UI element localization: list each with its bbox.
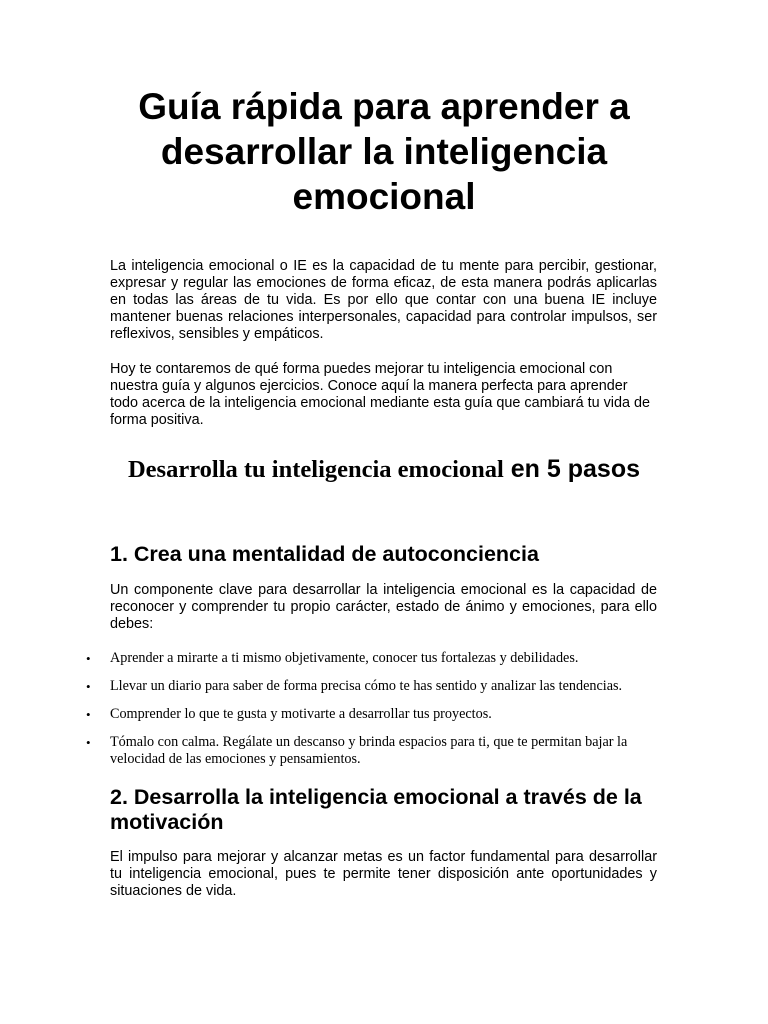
step-1-bullet-list: [0, 650, 768, 779]
list-item: [0, 650, 658, 667]
list-item-text: Llevar un diario para saber de forma precisa cómo te has sentido y analizar las tendencias.: [110, 678, 623, 694]
bullet-icon: •: [86, 651, 91, 666]
step-1-paragraph: Un componente clave para desarrollar la inteligencia emocional es la capacidad de reconocer y comprender tu propio carácter, estado de ánimo y emociones, para ello debes:: [110, 582, 657, 632]
section-title-part-1: Desarrolla tu inteligencia emocional: [127, 456, 504, 483]
document-title: Guía rápida para aprender a desarrollar la inteligencia emocional: [138, 86, 630, 217]
section-title-part-2: en 5 pasos: [510, 455, 641, 483]
list-item: [0, 706, 658, 723]
step-2-paragraph: El impulso para mejorar y alcanzar metas es un factor fundamental para desarrollar tu inteligencia emocional, pues te permite tener disposición ante oportunidades y situaciones de vida.: [110, 849, 657, 899]
list-item-text: Comprender lo que te gusta y motivarte a desarrollar tus proyectos.: [110, 706, 492, 722]
list-item: [0, 734, 658, 768]
section-title: [100, 454, 668, 485]
list-item-text: Aprender a mirarte a ti mismo objetivamente, conocer tus fortalezas y debilidades.: [110, 650, 579, 666]
list-item: [0, 678, 658, 695]
bullet-icon: •: [86, 735, 91, 750]
list-item-text: Tómalo con calma. Regálate un descanso y brinda espacios para ti, que te permitan bajar la velocidad de las emociones y pensamientos.: [110, 734, 628, 767]
bullet-icon: •: [86, 679, 91, 694]
step-1-title: 1. Crea una mentalidad de autoconciencia: [110, 542, 539, 566]
step-2-title: 2. Desarrolla la inteligencia emocional a través de la motivación: [110, 785, 642, 834]
intro-paragraph-1: La inteligencia emocional o IE es la capacidad de tu mente para percibir, gestionar, expresar y regular las emociones de forma eficaz, de esta manera podrás aplicarlas en todas las áreas de tu vida. Es por ello que contar con una buena IE incluye mantener buenas relaciones interpersonales, capacidad para controlar impulsos, ser reflexivos, sensibles y empáticos.: [110, 258, 657, 342]
bullet-icon: •: [86, 707, 91, 722]
intro-paragraph-2: Hoy te contaremos de qué forma puedes mejorar tu inteligencia emocional con nuestra guía y algunos ejercicios. Conoce aquí la manera perfecta para aprender todo acerca de la inteligencia emocional mediante esta guía que cambiará tu vida de forma positiva.: [110, 361, 650, 428]
